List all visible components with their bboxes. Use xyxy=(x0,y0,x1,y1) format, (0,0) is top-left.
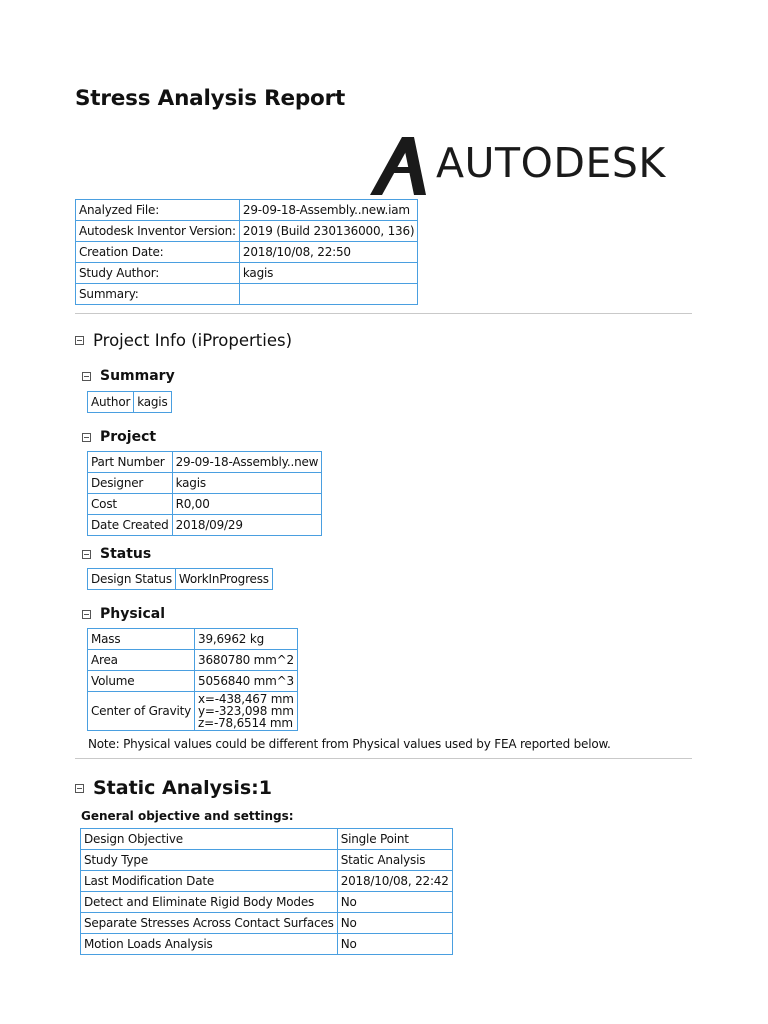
table-row: Center of Gravity x=-438,467 mm y=-323,098 mm z=-78,6514 mm xyxy=(88,692,298,731)
status-table xyxy=(87,568,273,590)
project-info-section[interactable] xyxy=(75,331,292,350)
table-row: Volume 5056840 mm^3 xyxy=(88,671,298,692)
table-row: Mass 39,6962 kg xyxy=(88,629,298,650)
status-section[interactable] xyxy=(82,546,151,562)
table-row: Part Number 29-09-18-Assembly..new xyxy=(88,452,322,473)
physical-heading: Physical xyxy=(100,606,166,622)
table-row: Study Type Static Analysis xyxy=(81,850,453,871)
table-row: Autodesk Inventor Version: 2019 (Build 230136000, 136) xyxy=(76,221,418,242)
project-heading: Project xyxy=(100,429,157,445)
autodesk-logo-icon xyxy=(370,137,428,195)
table-row: Author kagis xyxy=(88,392,172,413)
table-row: Motion Loads Analysis No xyxy=(81,934,453,955)
table-row: Detect and Eliminate Rigid Body Modes No xyxy=(81,892,453,913)
table-row: Cost R0,00 xyxy=(88,494,322,515)
header-table xyxy=(75,199,418,305)
table-row: Area 3680780 mm^2 xyxy=(88,650,298,671)
cog-y: y=-323,098 mm xyxy=(198,704,294,718)
physical-section[interactable] xyxy=(82,606,165,622)
table-row: Analyzed File: 29-09-18-Assembly..new.iam xyxy=(76,200,418,221)
cog-x: x=-438,467 mm xyxy=(198,692,294,706)
table-row: Date Created 2018/09/29 xyxy=(88,515,322,536)
report-title: Stress Analysis Report xyxy=(75,86,346,111)
autodesk-logo-text: AUTODESK xyxy=(436,139,666,187)
settings-table xyxy=(80,828,453,955)
physical-note: Note: Physical values could be different from Physical values used by FEA reported below. xyxy=(88,737,611,751)
table-row: Study Author: kagis xyxy=(76,263,418,284)
project-table xyxy=(87,451,322,536)
table-row: Summary: xyxy=(76,284,418,305)
summary-section[interactable] xyxy=(82,368,175,384)
static-analysis-heading: Static Analysis:1 xyxy=(93,777,272,799)
cog-z: z=-78,6514 mm xyxy=(198,716,293,730)
divider xyxy=(75,758,692,759)
physical-table xyxy=(87,628,298,731)
divider xyxy=(75,313,692,314)
autodesk-logo xyxy=(370,135,700,197)
table-row: Last Modification Date 2018/10/08, 22:42 xyxy=(81,871,453,892)
collapse-icon[interactable] xyxy=(75,336,84,345)
table-row: Design Status WorkInProgress xyxy=(88,569,273,590)
summary-table xyxy=(87,391,172,413)
table-row: Design Objective Single Point xyxy=(81,829,453,850)
settings-subheading: General objective and settings: xyxy=(81,809,294,823)
static-analysis-section[interactable] xyxy=(75,777,272,799)
table-row: Creation Date: 2018/10/08, 22:50 xyxy=(76,242,418,263)
collapse-icon[interactable] xyxy=(82,550,91,559)
collapse-icon[interactable] xyxy=(75,784,84,793)
status-heading: Status xyxy=(100,546,152,562)
project-info-heading: Project Info (iProperties) xyxy=(93,331,293,350)
collapse-icon[interactable] xyxy=(82,433,91,442)
table-row: Separate Stresses Across Contact Surfaces No xyxy=(81,913,453,934)
summary-heading: Summary xyxy=(100,368,175,384)
collapse-icon[interactable] xyxy=(82,372,91,381)
table-row: Designer kagis xyxy=(88,473,322,494)
collapse-icon[interactable] xyxy=(82,610,91,619)
project-section[interactable] xyxy=(82,429,156,445)
